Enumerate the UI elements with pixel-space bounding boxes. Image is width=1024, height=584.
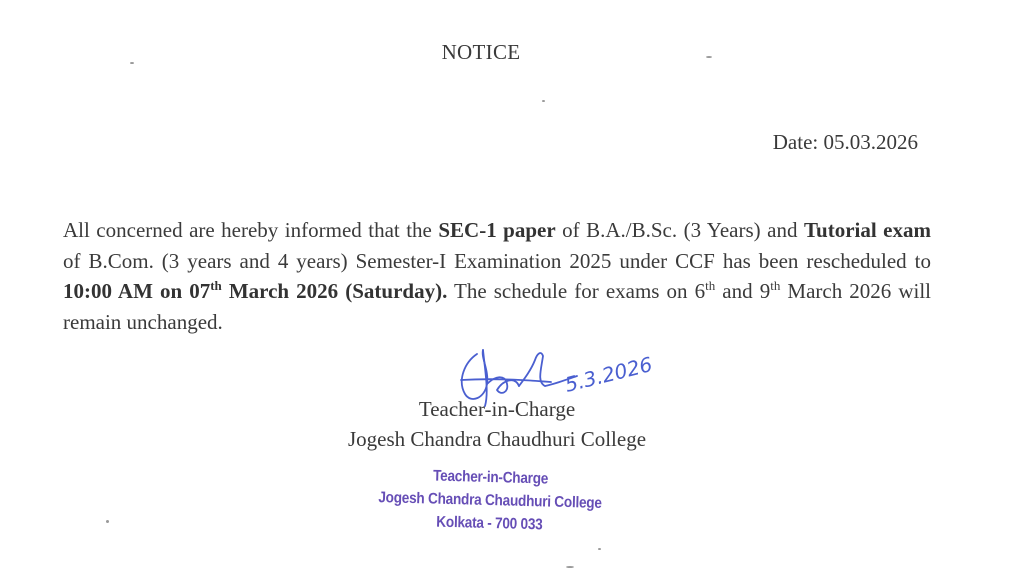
notice-title: NOTICE — [441, 40, 521, 64]
body-bold-tutorial: Tutorial exam — [803, 218, 931, 242]
body-text-6: March 2026 will remain unchanged. — [63, 279, 932, 334]
handwritten-date: 5.3.2026 — [562, 352, 655, 397]
scan-speck — [598, 548, 601, 550]
body-sup-2: th — [770, 278, 781, 293]
scan-speck — [542, 100, 545, 102]
scan-speck — [706, 56, 712, 58]
stamp-line-address: Kolkata - 700 033 — [436, 513, 543, 534]
stamp-line-title: Teacher-in-Charge — [432, 467, 549, 488]
signature-college: Jogesh Chandra Chaudhuri College — [347, 427, 647, 451]
body-text-1: All concerned are hereby informed that the — [63, 218, 439, 242]
body-text-3: of B.Com. (3 years and 4 years) Semester-I Examination 2025 under CCF has been rescheduled to — [63, 248, 931, 273]
notice-body — [63, 215, 931, 337]
body-bold-time-a: 10:00 AM on 07 — [63, 279, 211, 303]
body-bold-time-sup: th — [210, 278, 222, 293]
body-bold-time-b: March 2026 (Saturday). — [221, 279, 448, 303]
signature-title: Teacher-in-Charge — [418, 397, 576, 421]
body-text-5: and 9 — [715, 279, 771, 303]
body-bold-time — [63, 279, 447, 303]
notice-date: Date: 05.03.2026 — [772, 130, 918, 154]
college-stamp — [370, 463, 609, 538]
body-text-2: of B.A./B.Sc. (3 Years) and — [555, 218, 804, 242]
body-sup-1: th — [705, 278, 716, 293]
scan-speck — [566, 566, 574, 568]
body-text-4: The schedule for exams on 6 — [447, 279, 706, 303]
scan-speck — [130, 62, 134, 64]
body-bold-sec1: SEC-1 paper — [438, 218, 556, 242]
scan-speck — [106, 520, 109, 523]
stamp-line-college: Jogesh Chandra Chaudhuri College — [378, 489, 602, 512]
handwritten-signature — [455, 340, 685, 430]
